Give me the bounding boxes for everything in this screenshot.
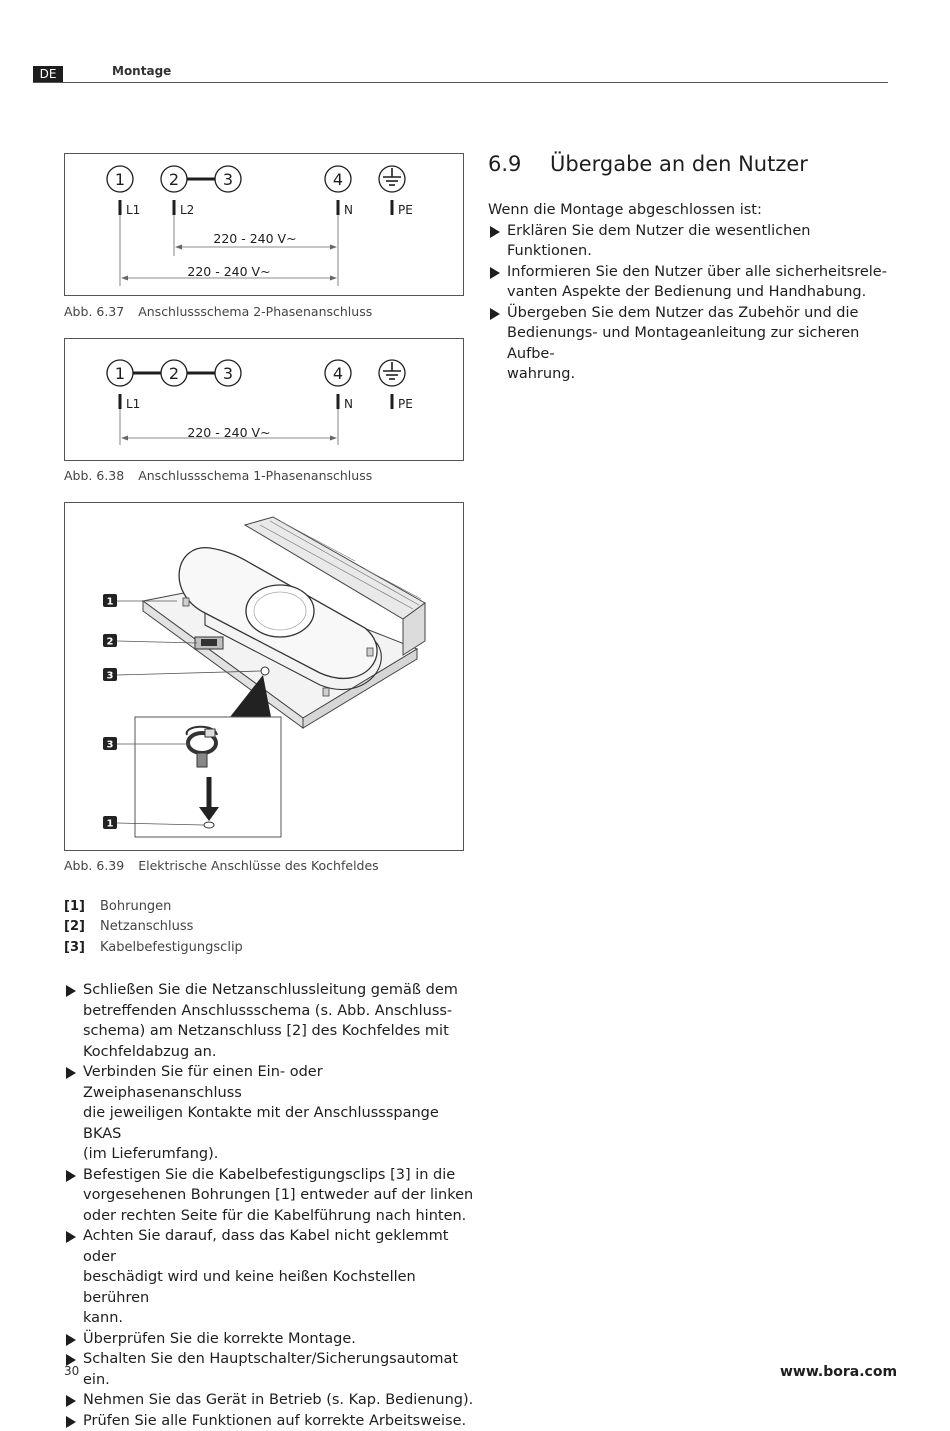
terminal-2-label: 2 [169,170,179,189]
section-heading [488,152,808,176]
section-title: Übergabe an den Nutzer [550,152,808,176]
legend-key: [2] [64,919,100,934]
step-item [64,1390,474,1411]
step-line: Verbinden Sie für einen Ein- oder Zweiphasenanschluss [83,1062,474,1103]
terminal-2-label: 2 [169,364,179,383]
terminal-3-label: 3 [223,170,233,189]
legend-item [64,919,193,934]
mounting-hole [261,667,269,675]
step-line: Überprüfen Sie die korrekte Montage. [83,1329,474,1350]
voltage-label-bottom: 220 - 240 V~ [187,264,270,279]
terminal-4-label: 4 [333,170,343,189]
voltage-label-top: 220 - 240 V~ [213,231,296,246]
terminal-4-label: 4 [333,364,343,383]
step-item [64,1165,474,1227]
language-tag: DE [33,66,63,83]
page-number: 30 [64,1364,79,1378]
figure-caption-6-37 [64,304,372,319]
step-line: schema) am Netzanschluss [2] des Kochfeldes mit [83,1021,474,1042]
step-line: Informieren Sie den Nutzer über alle sicherheitsrele- [507,262,898,283]
triangle-bullet-icon [66,1395,76,1407]
wiring-diagram-1-phase [64,338,464,461]
step-item [488,262,898,303]
step-line: Nehmen Sie das Gerät in Betrieb (s. Kap. Bedienung). [83,1390,474,1411]
caption-number: Abb. 6.37 [64,304,124,319]
figure-caption-6-39 [64,858,379,873]
label-pe: PE [398,203,413,217]
step-item [64,980,474,1062]
legend-item [64,899,171,914]
cooktop-connection-illustration [64,502,464,851]
triangle-bullet-icon [66,1067,76,1079]
callout-label: 1 [107,597,114,608]
step-line: vorgesehenen Bohrungen [1] entweder auf der linken [83,1185,474,1206]
triangle-bullet-icon [66,985,76,997]
step-item [64,1329,474,1350]
label-n: N [344,203,353,217]
callout-label: 3 [107,740,114,751]
caption-text: Anschlussschema 1-Phasenanschluss [138,468,372,483]
triangle-bullet-icon [66,1334,76,1346]
wiring-diagram-2-phase [64,153,464,296]
header-divider [33,82,888,83]
step-line: oder rechten Seite für die Kabelführung nach hinten. [83,1206,474,1227]
callout-label: 3 [107,671,114,682]
triangle-bullet-icon [66,1231,76,1243]
terminal-3-label: 3 [223,364,233,383]
callout-label: 2 [107,637,114,648]
triangle-bullet-icon [66,1170,76,1182]
caption-text: Elektrische Anschlüsse des Kochfeldes [138,858,378,873]
step-line: kann. [83,1308,474,1329]
header-title: Montage [112,64,171,78]
step-line: Befestigen Sie die Kabelbefestigungsclips [3] in die [83,1165,474,1186]
figure-caption-6-38 [64,468,372,483]
step-item [64,1411,474,1431]
step-line: Bedienungs- und Montageanleitung zur sicheren Aufbe- [507,323,898,364]
caption-number: Abb. 6.38 [64,468,124,483]
triangle-bullet-icon [66,1416,76,1428]
voltage-label: 220 - 240 V~ [187,425,270,440]
step-line: Übergeben Sie dem Nutzer das Zubehör und die [507,303,898,324]
earth-symbol-icon [383,362,401,379]
label-l2: L2 [180,203,194,217]
label-l1: L1 [126,203,140,217]
step-line: Achten Sie darauf, dass das Kabel nicht geklemmt oder [83,1226,474,1267]
step-item [488,221,898,262]
caption-number: Abb. 6.39 [64,858,124,873]
legend-text: Bohrungen [100,899,171,914]
step-line: Schalten Sie den Hauptschalter/Sicherungsautomat ein. [83,1349,474,1390]
step-line: die jeweiligen Kontakte mit der Anschlussspange BKAS [83,1103,474,1144]
legend-key: [3] [64,940,100,955]
label-l1: L1 [126,397,140,411]
legend-text: Kabelbefestigungsclip [100,940,243,955]
legend-item [64,940,243,955]
legend-key: [1] [64,899,100,914]
label-pe: PE [398,397,413,411]
section-intro: Wenn die Montage abgeschlossen ist: [488,200,898,221]
step-item [64,1062,474,1165]
triangle-bullet-icon [490,308,500,320]
caption-text: Anschlussschema 2-Phasenanschluss [138,304,372,319]
website-url: www.bora.com [780,1364,897,1380]
triangle-bullet-icon [490,226,500,238]
step-line: Kochfeldabzug an. [83,1042,474,1063]
step-line: Schließen Sie die Netzanschlussleitung gemäß dem [83,980,474,1001]
legend-text: Netzanschluss [100,919,193,934]
handover-section [488,200,898,385]
callout-label: 1 [107,819,114,830]
terminal-1-label: 1 [115,364,125,383]
triangle-bullet-icon [490,267,500,279]
step-line: (im Lieferumfang). [83,1144,474,1165]
step-line: Prüfen Sie alle Funktionen auf korrekte Arbeitsweise. [83,1411,474,1431]
detail-hole [204,822,214,828]
step-item [488,303,898,385]
earth-symbol-icon [383,168,401,185]
step-line: Erklären Sie dem Nutzer die wesentlichen Funktionen. [507,221,898,262]
extractor-inlet [246,585,314,637]
section-number: 6.9 [488,152,550,176]
terminal-1-label: 1 [115,170,125,189]
step-line: wahrung. [507,364,898,385]
step-line: vanten Aspekte der Bedienung und Handhabung. [507,282,898,303]
step-line: betreffenden Anschlussschema (s. Abb. Anschluss- [83,1001,474,1022]
installation-steps [64,980,474,1431]
step-item [64,1226,474,1329]
step-line: beschädigt wird und keine heißen Kochstellen berühren [83,1267,474,1308]
step-item [64,1349,474,1390]
label-n: N [344,397,353,411]
